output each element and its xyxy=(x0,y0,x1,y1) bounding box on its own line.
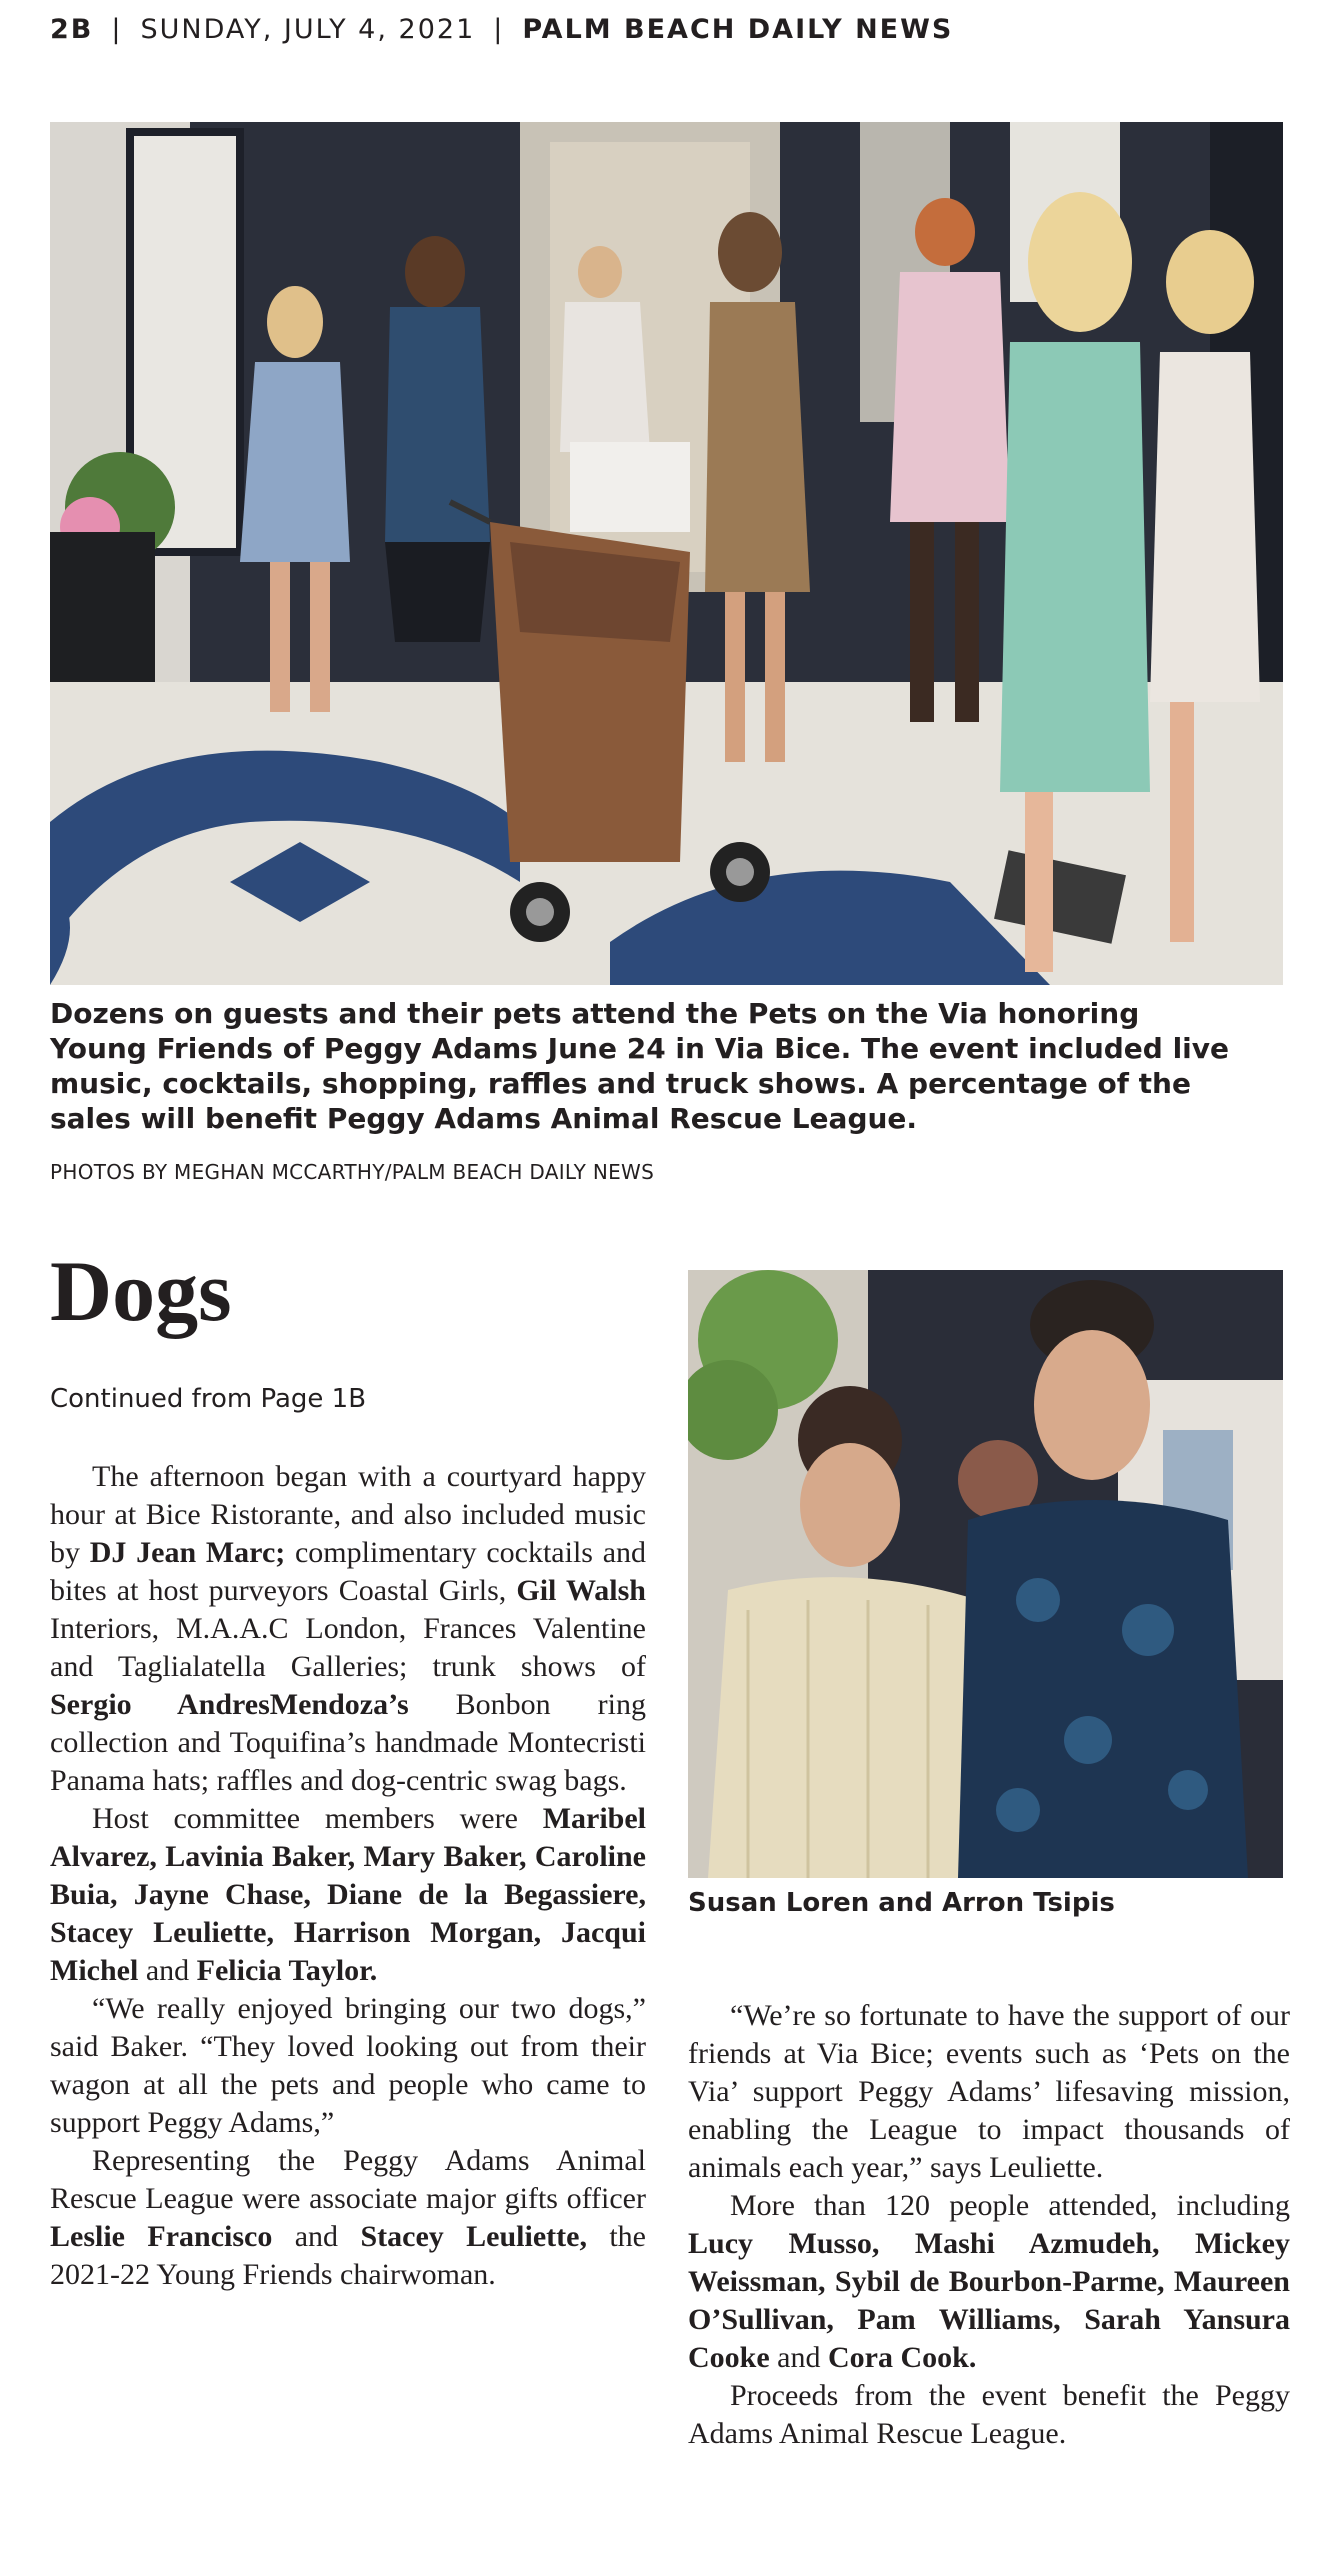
article-paragraph: “We’re so fortunate to have the support of our friends at Via Bice; events such as ‘Pets on the Via’ support Peggy Adams’ lifesaving mission, enabling the League to impact thousands of animals each year,” says Leuliette. xyxy=(688,1999,1290,2184)
bold-name: DJ Jean Marc; xyxy=(89,1536,286,1569)
bold-name: Maribel Alvarez, Lavinia Baker, Mary Baker, Caroline Buia, Jayne Chase, Diane de la Begassiere, Stacey Leuliette, Harrison Morgan, Jacqui Michel xyxy=(50,1802,646,1987)
event-photo xyxy=(50,122,1283,985)
article-column-right xyxy=(688,1997,1290,2453)
article-paragraph: More than 120 people attended, including Lucy Musso, Mashi Azmudeh, Mickey Weissman, Sybil de Bourbon-Parme, Maureen O’Sullivan, Pam Williams, Sarah Yansura Cooke and Cora Cook. xyxy=(688,2189,1290,2374)
header-separator: | xyxy=(111,14,123,45)
bold-name: Cora Cook. xyxy=(828,2341,977,2374)
bold-name: Gil Walsh xyxy=(516,1574,646,1607)
bold-name: Lucy Musso, Mashi Azmudeh, Mickey Weissman, Sybil de Bourbon-Parme, Maureen O’Sullivan, Pam Williams, Sarah Yansura Cooke xyxy=(688,2227,1290,2374)
portrait-photo xyxy=(688,1270,1283,1878)
article-paragraph: Representing the Peggy Adams Animal Rescue League were associate major gifts officer Leslie Francisco and Stacey Leuliette, the 2021-22 Young Friends chairwoman. xyxy=(50,2144,646,2291)
bold-name: Stacey Leuliette, xyxy=(360,2220,587,2253)
newspaper-name: PALM BEACH DAILY NEWS xyxy=(522,14,954,45)
page-number: 2B xyxy=(50,14,94,45)
portrait-caption: Susan Loren and Arron Tsipis xyxy=(688,1888,1115,1918)
article-paragraph: Host committee members were Maribel Alvarez, Lavinia Baker, Mary Baker, Caroline Buia, Jayne Chase, Diane de la Begassiere, Stacey Leuliette, Harrison Morgan, Jacqui Michel and Felicia Taylor. xyxy=(50,1802,646,1987)
page-header xyxy=(50,14,953,45)
bold-name: Sergio AndresMendoza’s xyxy=(50,1688,409,1721)
continued-from-line: Continued from Page 1B xyxy=(50,1384,367,1414)
issue-date: SUNDAY, JULY 4, 2021 xyxy=(140,14,476,45)
photo-caption: Dozens on guests and their pets attend the Pets on the Via honoring Young Friends of Peggy Adams June 24 in Via Bice. The event included live music, cocktails, shopping, raffles and truck shows. A percentage of the sales will benefit Peggy Adams Animal Rescue League. xyxy=(50,997,1230,1135)
bold-name: Felicia Taylor. xyxy=(196,1954,378,1987)
article-paragraph: The afternoon began with a courtyard happy hour at Bice Ristorante, and also included music by DJ Jean Marc; complimentary cocktails and bites at host purveyors Coastal Girls, Gil Walsh Interiors, M.A.A.C London, Frances Valentine and Taglialatella Galleries; trunk shows of Sergio AndresMendoza’s Bonbon ring collection and Toquifina’s handmade Montecristi Panama hats; raffles and dog-centric swag bags. xyxy=(50,1460,647,1797)
article-paragraph: “We really enjoyed bringing our two dogs,” said Baker. “They loved looking out from their wagon at all the pets and people who came to support Peggy Adams,” xyxy=(50,1992,646,2139)
header-separator: | xyxy=(493,14,505,45)
photo-credit: PHOTOS BY MEGHAN MCCARTHY/PALM BEACH DAILY NEWS xyxy=(50,1160,655,1184)
bold-name: Leslie Francisco xyxy=(50,2220,273,2253)
article-paragraph: Proceeds from the event benefit the Peggy Adams Animal Rescue League. xyxy=(688,2379,1290,2450)
article-column-left xyxy=(50,1458,646,2294)
article-headline: Dogs xyxy=(50,1243,232,1339)
